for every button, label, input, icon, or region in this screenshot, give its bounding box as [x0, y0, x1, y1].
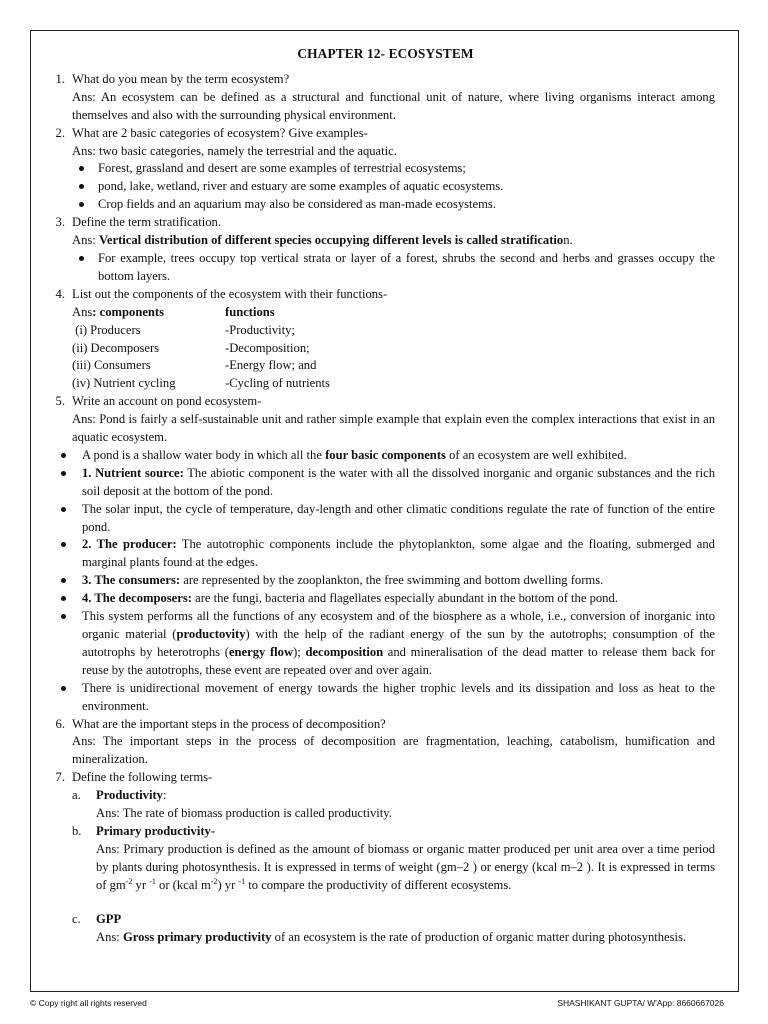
page-title: CHAPTER 12- ECOSYSTEM — [297, 46, 474, 61]
term-letter: a. — [72, 788, 81, 803]
term-a: a. Productivity: — [31, 787, 740, 805]
table-cell-function: -Energy flow; and — [225, 358, 317, 373]
question-7 — [31, 769, 740, 787]
answer-1: Ans: An ecosystem can be defined as a structural and functional unit of nature, where living organisms interact among themselves and also with the surrounding physical environment. — [72, 89, 715, 122]
question-number: 3. — [55, 215, 65, 230]
term-letter: b. — [72, 823, 82, 838]
page-frame — [30, 30, 739, 992]
answer-2: Ans: two basic categories, namely the terrestrial and the aquatic. — [72, 143, 397, 158]
table-cell-function: -Cycling of nutrients — [225, 376, 330, 391]
term-c — [31, 911, 740, 929]
question-text: Write an account on pond ecosystem- — [72, 394, 262, 409]
term-letter: c. — [72, 911, 81, 926]
term-name: Primary productivity- — [96, 823, 216, 838]
table-header-components: Ans: components — [72, 304, 165, 319]
term-name: GPP — [96, 911, 122, 926]
question-1 — [31, 71, 740, 89]
question-5 — [31, 393, 740, 411]
list-item: There is unidirectional movement of energy towards the higher trophic levels and its dissipation and loss as heat to the environment. — [31, 680, 740, 716]
question-number: 2. — [55, 125, 65, 140]
table-row — [72, 375, 330, 393]
term-b-answer: Ans: Primary production is defined as the amount of biomass or organic matter produced per unit area over a time period by plants during photosynthesis. It is expressed in terms of weight (gm–2 ) or energy (kcal m–2 ). It is expressed in terms of $gm^{-2}$ yr $^{-1}$ or (kcal $m^{-2}$) yr $^{-1}$ to compare the productivity of different ecosystems. — [96, 841, 715, 892]
answer-6: Ans: The important steps in the process of decomposition are fragmentation, leaching, catabolism, humification and mineralization. — [72, 734, 715, 767]
list-item: 4. The decomposers: are the fungi, bacteria and flagellates especially abundant in the bottom of the pond. — [31, 590, 740, 608]
table-cell-function: -Productivity; — [225, 322, 295, 337]
answer-bold: Vertical distribution of different species occupying different levels is called stratificatio — [98, 233, 564, 248]
answer-prefix: Ans: — [72, 233, 99, 248]
table-cell-component: (iv) Nutrient cycling — [72, 376, 176, 391]
table-cell-component: (iii) Consumers — [72, 358, 151, 373]
list-item: A pond is a shallow water body in which all the four basic components of an ecosystem are well exhibited. — [31, 447, 740, 465]
table-header-row — [72, 304, 330, 322]
question-number: 6. — [55, 716, 65, 731]
footer-copyright: © Copy right all rights reserved — [30, 998, 147, 1008]
question-number: 7. — [55, 770, 65, 785]
table-cell-component: (i) Producers — [72, 322, 141, 337]
list-item: 3. The consumers: are represented by the zooplankton, the free swimming and bottom dwelling forms. — [31, 572, 740, 590]
footer-author: SHASHIKANT GUPTA/ W'App: 8660667026 — [557, 998, 724, 1008]
question-text: What are the important steps in the process of decomposition? — [72, 716, 386, 731]
list-item: For example, trees occupy top vertical strata or layer of a forest, shrubs the second and herbs and grasses occupy the bottom layers. — [31, 250, 740, 286]
question-2 — [31, 125, 740, 143]
question-6 — [31, 716, 740, 734]
components-table — [72, 304, 330, 394]
table-row — [72, 357, 330, 375]
question-number: 5. — [55, 394, 65, 409]
table-row — [72, 322, 330, 340]
page-content — [31, 45, 740, 946]
question-4 — [31, 286, 740, 304]
question-number: 4. — [55, 286, 65, 301]
list-item: Crop fields and an aquarium may also be considered as man-made ecosystems. — [31, 196, 740, 214]
question-text: Define the following terms- — [72, 770, 213, 785]
question-3 — [31, 214, 740, 232]
table-row — [72, 340, 330, 358]
list-item: 1. Nutrient source: The abiotic component is the water with all the dissolved inorganic and organic substances and the rich soil deposit at the bottom of the pond. — [31, 465, 740, 501]
question-text: What do you mean by the term ecosystem? — [72, 71, 290, 86]
list-item: pond, lake, wetland, river and estuary are some examples of aquatic ecosystems. — [31, 178, 740, 196]
answer-3 — [31, 232, 740, 250]
term-c-answer: Ans: Gross primary productivity of an ecosystem is the rate of production of organic matter during photosynthesis. — [96, 929, 687, 944]
term-name: Productivity — [96, 788, 163, 803]
term-b — [31, 823, 740, 841]
question-text: List out the components of the ecosystem with their functions- — [72, 286, 388, 301]
table-cell-component: (ii) Decomposers — [72, 340, 160, 355]
question-number: 1. — [55, 71, 65, 86]
answer-5: Ans: Pond is fairly a self-sustainable unit and rather simple example that explain even the complex interactions that exist in an aquatic ecosystem. — [72, 412, 715, 445]
term-a-answer: Ans: The rate of biomass production is called productivity. — [96, 806, 392, 821]
answer-suffix: n. — [563, 233, 573, 248]
table-header-functions: functions — [225, 304, 275, 319]
list-item: The solar input, the cycle of temperature, day-length and other climatic conditions regulate the rate of function of the entire pond. — [31, 501, 740, 537]
spacer — [31, 895, 740, 911]
question-text: Define the term stratification. — [72, 215, 221, 230]
question-text: What are 2 basic categories of ecosystem? Give examples- — [72, 125, 368, 140]
table-cell-function: -Decomposition; — [225, 340, 310, 355]
list-item: 2. The producer: The autotrophic components include the phytoplankton, some algae and the floating, submerged and marginal plants found at the edges. — [31, 536, 740, 572]
list-item: This system performs all the functions of any ecosystem and of the biosphere as a whole, i.e., conversion of inorganic into organic material (productovity) with the help of the radiant energy of the sun by the autotrophs; consumption of the autotrophs by heterotrophs (energy flow); decomposition and mineralisation of the dead matter to release them back for reuse by the autotrophs, these event are repeated over and over again. — [31, 608, 740, 680]
list-item: Forest, grassland and desert are some examples of terrestrial ecosystems; — [31, 160, 740, 178]
